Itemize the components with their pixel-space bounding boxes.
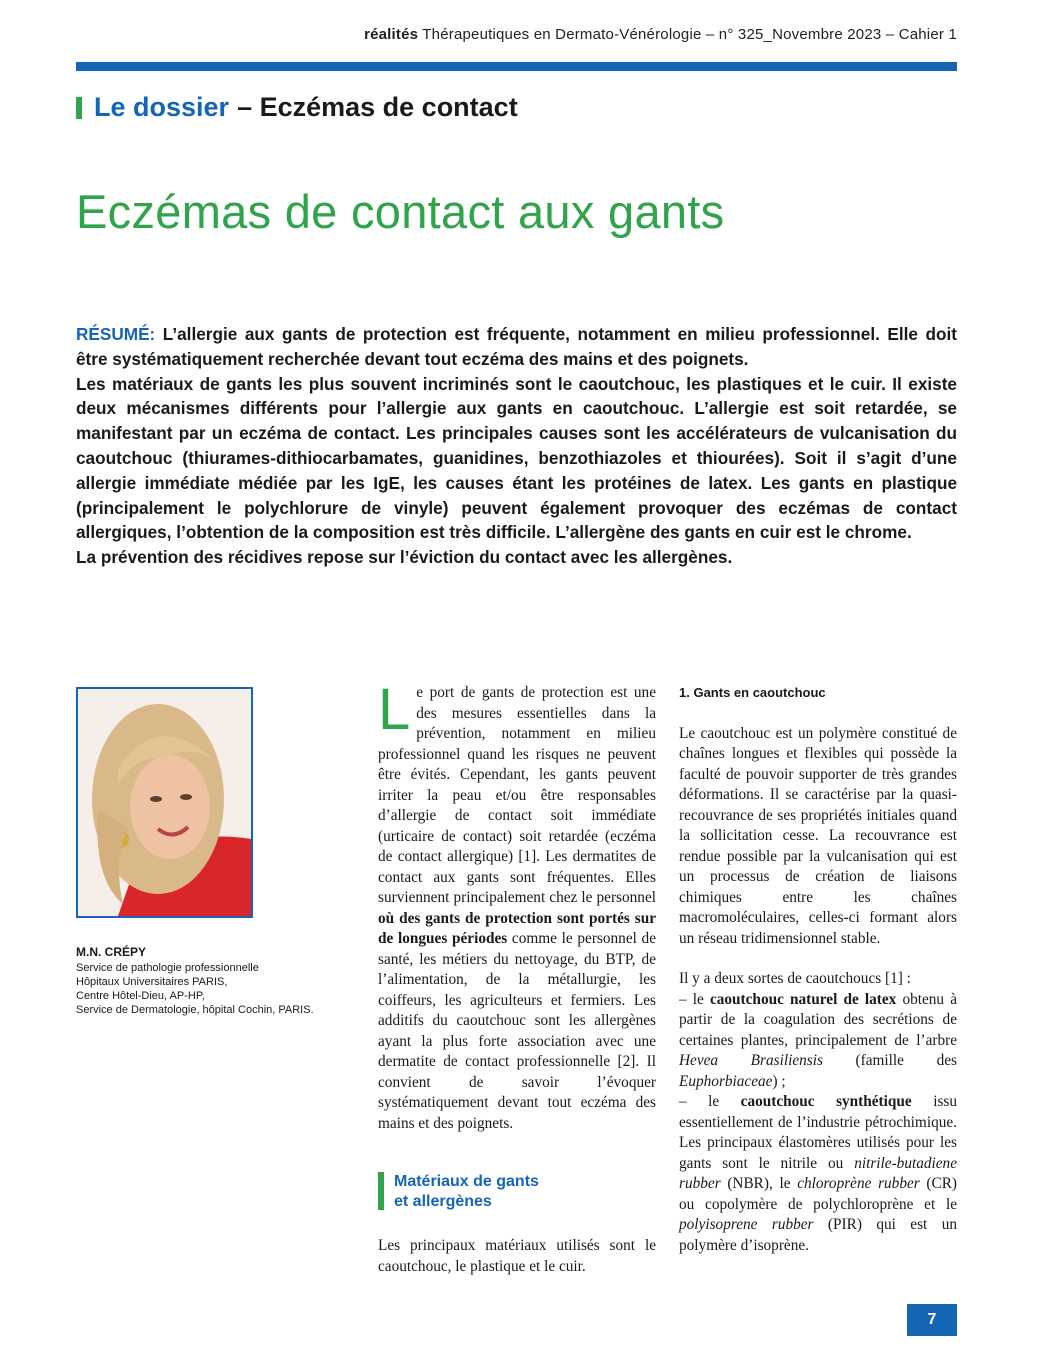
author-affiliation-3: Centre Hôtel-Dieu, AP-HP, bbox=[76, 990, 205, 1002]
column-1-bottom bbox=[378, 1236, 656, 1277]
abstract bbox=[76, 322, 957, 570]
li2-text-3: (CR) ou copolymère de polychloroprène et le bbox=[679, 1175, 958, 1213]
author-block bbox=[76, 945, 314, 1017]
section-marker bbox=[378, 1172, 384, 1210]
li2-text-2: (NBR), le bbox=[720, 1175, 798, 1192]
dossier-heading bbox=[76, 92, 518, 123]
journal-brand: réalités bbox=[364, 26, 419, 43]
li2-text-4: (PIR) qui est un polymère d’isoprène. bbox=[679, 1216, 957, 1254]
column-1 bbox=[378, 677, 656, 1134]
materials-text: Les principaux matériaux utilisés sont le caoutchouc, le plastique et le cuir. bbox=[378, 1237, 656, 1275]
list-item bbox=[679, 990, 957, 1093]
li1-text: obtenu à partir de la coagulation des secrétions de certaines plantes, principalement de l’arbre bbox=[679, 990, 957, 1049]
li2-italic-2: chloroprène rubber bbox=[797, 1175, 920, 1192]
abstract-p1: L’allergie aux gants de protection est fréquente, notamment en milieu professionnel. Elle doit être systématiquement recherchée devant tout eczéma des mains et des poignets. bbox=[76, 324, 957, 369]
running-header bbox=[0, 26, 957, 43]
li2-italic-3: polyisoprene rubber bbox=[679, 1216, 814, 1233]
column-2 bbox=[679, 683, 957, 1256]
li1-italic-1: Hevea Brasiliensis bbox=[679, 1052, 823, 1069]
li2-bold: caoutchouc synthétique bbox=[740, 1093, 912, 1110]
li2-italic-1: nitrile-butadiene rubber bbox=[679, 1154, 957, 1192]
abstract-p3: La prévention des récidives repose sur l’éviction du contact avec les allergènes. bbox=[76, 547, 733, 568]
author-name: M.N. CRÉPY bbox=[76, 945, 147, 959]
li1-bold: caoutchouc naturel de latex bbox=[709, 990, 897, 1008]
article-title: Eczémas de contact aux gants bbox=[76, 185, 725, 238]
li1-text-2: (famille des bbox=[822, 1052, 957, 1069]
section-heading-line-1: Matériaux de gants bbox=[394, 1173, 539, 1190]
author-portrait-image bbox=[78, 689, 251, 916]
li1-text-3: ) ; bbox=[772, 1072, 786, 1090]
col1-bold-text: où des gants de protection sont portés sur de longues périodes bbox=[378, 909, 656, 947]
dossier-topic: – Eczémas de contact bbox=[237, 92, 518, 122]
li1-italic-2: Euphorbiaceae bbox=[679, 1072, 773, 1090]
author-affiliation-2: Hôpitaux Universitaires PARIS, bbox=[76, 976, 228, 988]
green-marker bbox=[76, 97, 82, 119]
section-heading-line-2: et allergènes bbox=[394, 1193, 492, 1210]
author-affiliation-1: Service de pathologie professionnelle bbox=[76, 962, 259, 974]
col2-paragraph-2: Il y a deux sortes de caoutchoucs [1] : bbox=[679, 970, 911, 987]
li2-prefix: – le bbox=[679, 1093, 741, 1110]
author-photo bbox=[76, 687, 253, 918]
journal-issue: Thérapeutiques en Dermato-Vénérologie – n° 325_Novembre 2023 – Cahier 1 bbox=[418, 26, 957, 43]
li2-text: issu essentiellement de l’industrie pétrochimique. Les principaux élastomères utilisés pour les gants sont le nitrile ou bbox=[679, 1093, 957, 1172]
col2-paragraph-1: Le caoutchouc est un polymère constitué de chaînes longues et flexibles qui possède la faculté de pouvoir supporter de très grandes déformations. Il se caractérise par la quasi-recouvrance de ses propriétés initiales quand la sollicitation cesse. La recouvrance est rendue possible par la vulcanisation qui est un processus de création de liaisons chimiques entre les chaînes macromoléculaires, celles-ci formant alors un réseau tridimensionnel stable. bbox=[679, 724, 957, 947]
list-item bbox=[679, 1092, 957, 1256]
drop-cap: L bbox=[378, 677, 411, 742]
dossier-label: Le dossier bbox=[94, 92, 230, 122]
col1-text-1: e port de gants de protection est une des mesures essentielles dans la prévention, notamment en milieu professionnel quand les risques ne peuvent être évités. Cependant, les gants peuvent irriter la peau et/ou être responsables d’allergie de contact soit immédiate (urticaire de contact) soit retardée (eczéma de contact allergique) [1]. Les dermatites de contact aux gants sont fréquentes. Elles surviennent principalement chez le personnel bbox=[378, 684, 656, 906]
subsection-heading: 1. Gants en caoutchouc bbox=[679, 685, 826, 700]
author-affiliation-4: Service de Dermatologie, hôpital Cochin, PARIS. bbox=[76, 1004, 314, 1016]
section-heading bbox=[378, 1172, 656, 1212]
abstract-p2: Les matériaux de gants les plus souvent incriminés sont le caoutchouc, les plastiques et le cuir. Il existe deux mécanismes différents pour l’allergie aux gants en caoutchouc. L’allergie est soit retardée, se manifestant par un eczéma de contact. Les principales causes sont les accélérateurs de vulcanisation du caoutchouc (thiurames-dithiocarbamates, guanidines, benzothiazoles et thiourées). Soit il s’agit d’une allergie immédiate médiée par les IgE, les causes étant les protéines de latex. Les gants en plastique (principalement le polychlorure de vinyle) peuvent également provoquer des eczémas de contact allergiques, l’obtention de la composition est très difficile. L’allergène des gants en cuir est le chrome. bbox=[76, 373, 957, 543]
header-rule bbox=[76, 62, 957, 71]
col1-text-2: comme le personnel de santé, les métiers du nettoyage, du BTP, de l’alimentation, de la métallurgie, les coiffeurs, les agriculteurs et fermiers. Les additifs du caoutchouc sont les allergènes ayant la plus forte association avec une dermatite de contact professionnelle [2]. Il convient de savoir l’évoquer systématiquement devant tout eczéma des mains et des poignets. bbox=[378, 930, 656, 1132]
abstract-label: RÉSUMÉ: bbox=[76, 324, 156, 344]
page-number: 7 bbox=[907, 1304, 957, 1336]
li1-prefix: – le bbox=[679, 990, 710, 1008]
